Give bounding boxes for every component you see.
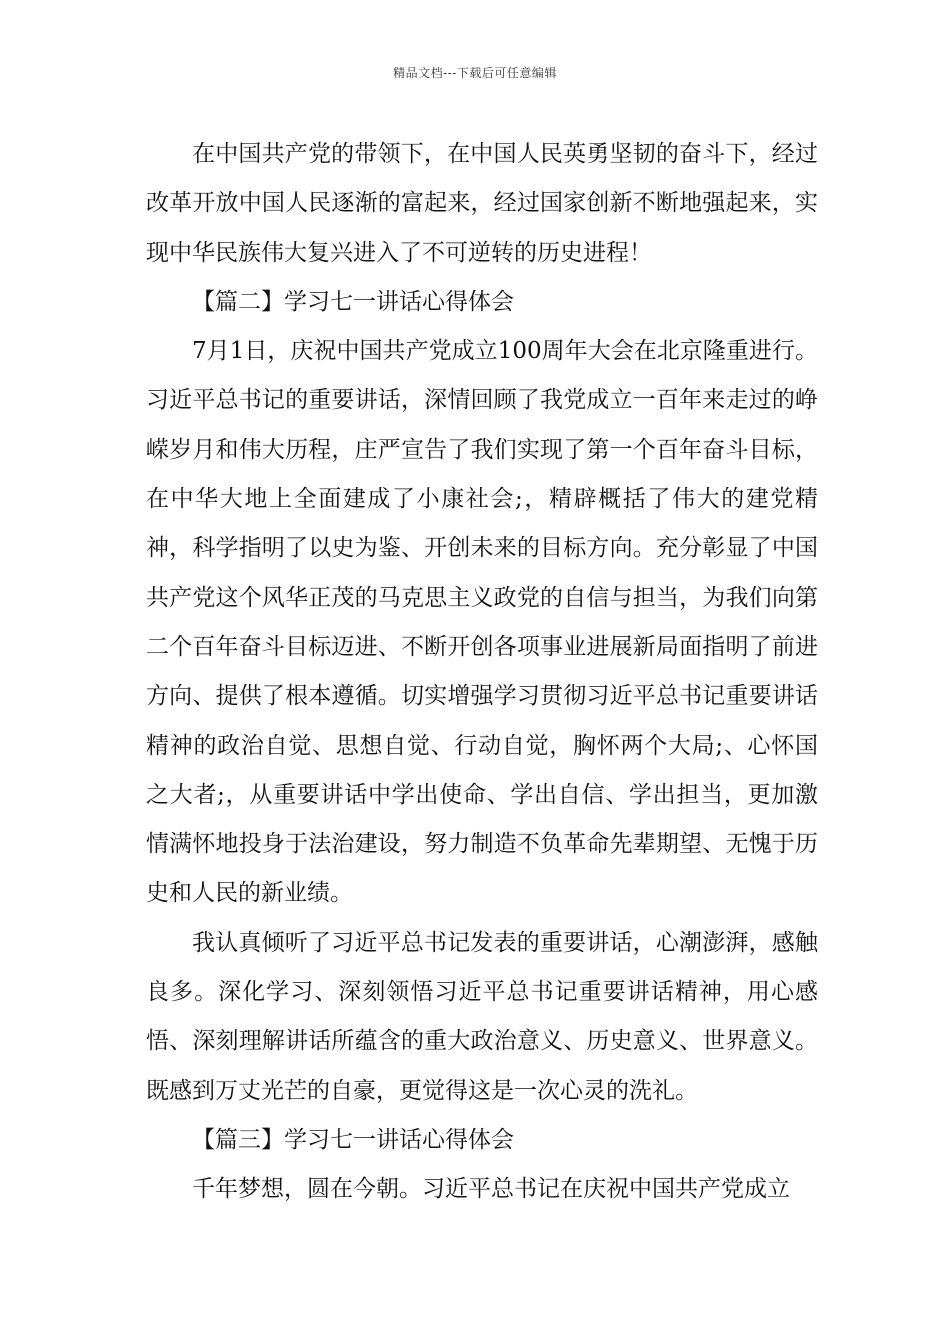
paragraph-part2-reflection: 我认真倾听了习近平总书记发表的重要讲话，心潮澎湃，感触良多。深化学习、深刻领悟习近平总书记重要讲话精神，用心感悟、深刻理解讲话所蕴含的重大政治意义、历史意义、世界意义。既感到万丈光芒的自豪，更觉得这是一次心灵的洗礼。 [146,929,818,1104]
section-heading-part2: 【篇二】学习七一讲话心得体会 [192,288,514,315]
document-body [146,130,818,1215]
paragraph-intro: 在中国共产党的带领下，在中国人民英勇坚韧的奋斗下，经过改革开放中国人民逐渐的富起来，经过国家创新不断地强起来，实现中华民族伟大复兴进入了不可逆转的历史进程！ [146,141,818,266]
paragraph-part3-start: 千年梦想，圆在今朝。习近平总书记在庆祝中国共产党成立 [192,1176,790,1203]
section-heading-part3: 【篇三】学习七一讲话心得体会 [192,1126,514,1153]
header-note: 精品文档---下载后可任意编辑 [393,66,557,80]
paragraph-part2-main: 7月1日，庆祝中国共产党成立100周年大会在北京隆重进行。习近平总书记的重要讲话，深情回顾了我党成立一百年来走过的峥嵘岁月和伟大历程，庄严宣告了我们实现了第一个百年奋斗目标，在中华大地上全面建成了小康社会;，精辟概括了伟大的建党精神，科学指明了以史为鉴、开创未来的目标方向。充分彰显了中国共产党这个风华正茂的马克思主义政党的自信与担当，为我们向第二个百年奋斗目标迈进、不断开创各项事业进展新局面指明了前进方向、提供了根本遵循。切实增强学习贯彻习近平总书记重要讲话精神的政治自觉、思想自觉、行动自觉，胸怀两个大局;、心怀国之大者;，从重要讲话中学出使命、学出自信、学出担当，更加激情满怀地投身于法治建设，努力制造不负革命先辈期望、无愧于历史和人民的新业绩。 [146,338,818,907]
